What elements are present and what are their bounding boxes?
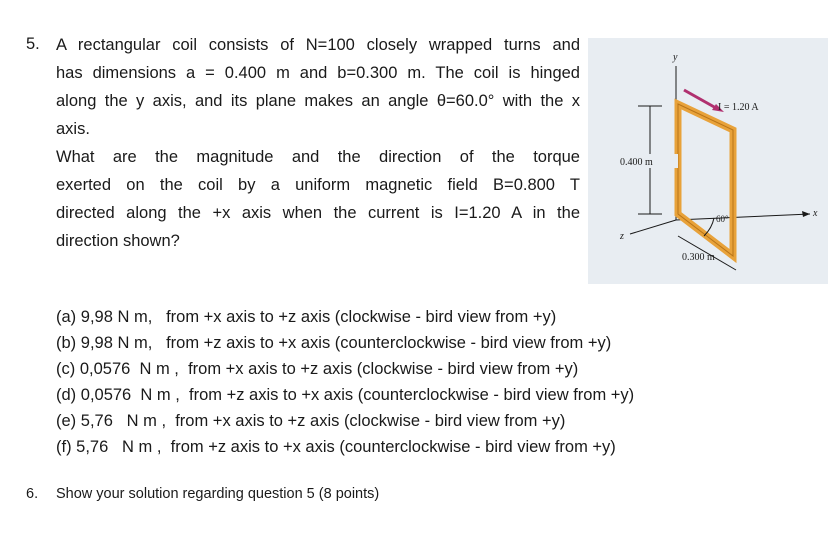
z-axis (630, 220, 676, 234)
question-5-text (56, 31, 580, 255)
question-5-line-6: exerted on the coil by a uniform magnetic field B=0.800 T (56, 176, 580, 194)
x-axis (676, 214, 810, 220)
question-5-line-4: axis. (56, 120, 90, 138)
x-axis-arrowhead (802, 211, 810, 217)
option-b-direction: from +z axis to +x axis (counterclockwise - bird view from +y) (166, 334, 612, 352)
width-label: 0.300 m (682, 252, 715, 263)
question-5-number: 5. (26, 35, 40, 53)
option-f-answer: 5,76 N m , (76, 438, 162, 456)
answer-options (56, 304, 634, 460)
current-label: I = 1.20 A (718, 102, 759, 113)
option-a-letter: (a) (56, 308, 77, 326)
question-5-line-7: directed along the +x axis when the current is I=1.20 A in the (56, 204, 580, 222)
question-5-line-1: A rectangular coil consists of N=100 closely wrapped turns and (56, 36, 580, 54)
z-axis-label: z (620, 231, 624, 242)
coil-figure (588, 38, 828, 284)
y-axis-label: y (673, 52, 678, 63)
option-e-answer: 5,76 N m , (80, 412, 167, 430)
x-axis-label: x (813, 208, 818, 219)
option-e-letter: (e) (56, 412, 77, 430)
option-c-letter: (c) (56, 360, 76, 378)
option-a[interactable] (56, 304, 634, 330)
question-5-line-8: direction shown? (56, 232, 180, 250)
question-6-text: Show your solution regarding question 5 (8 points) (56, 486, 380, 502)
question-5-line-2: has dimensions a = 0.400 m and b=0.300 m. The coil is hinged (56, 64, 580, 82)
option-c-answer: 0,0576 N m , (79, 360, 179, 378)
option-d-letter: (d) (56, 386, 77, 404)
option-f-letter: (f) (56, 438, 72, 456)
option-a-answer: 9,98 N m, (80, 308, 153, 326)
height-label: 0.400 m (620, 157, 653, 168)
option-b-answer: 9,98 N m, (80, 334, 153, 352)
option-e-direction: from +x axis to +z axis (clockwise - bird view from +y) (175, 412, 566, 430)
question-5-line-5: What are the magnitude and the direction of the torque (56, 148, 580, 166)
question-5-line-3: along the y axis, and its plane makes an angle θ=60.0° with the x (56, 92, 580, 110)
option-e[interactable] (56, 408, 634, 434)
question-6-number: 6. (26, 486, 39, 502)
option-c-direction: from +x axis to +z axis (clockwise - bird view from +y) (188, 360, 579, 378)
option-d-answer: 0,0576 N m , (80, 386, 180, 404)
option-b-letter: (b) (56, 334, 77, 352)
option-a-direction: from +x axis to +z axis (clockwise - bird view from +y) (166, 308, 557, 326)
angle-label: 60° (716, 214, 729, 224)
option-d[interactable] (56, 382, 634, 408)
option-f-direction: from +z axis to +x axis (counterclockwise - bird view from +y) (170, 438, 616, 456)
option-b[interactable] (56, 330, 634, 356)
option-c[interactable] (56, 356, 634, 382)
option-d-direction: from +z axis to +x axis (counterclockwise - bird view from +y) (189, 386, 635, 404)
coil-loop (678, 104, 733, 256)
option-f[interactable] (56, 434, 634, 460)
coil-diagram (588, 38, 828, 284)
